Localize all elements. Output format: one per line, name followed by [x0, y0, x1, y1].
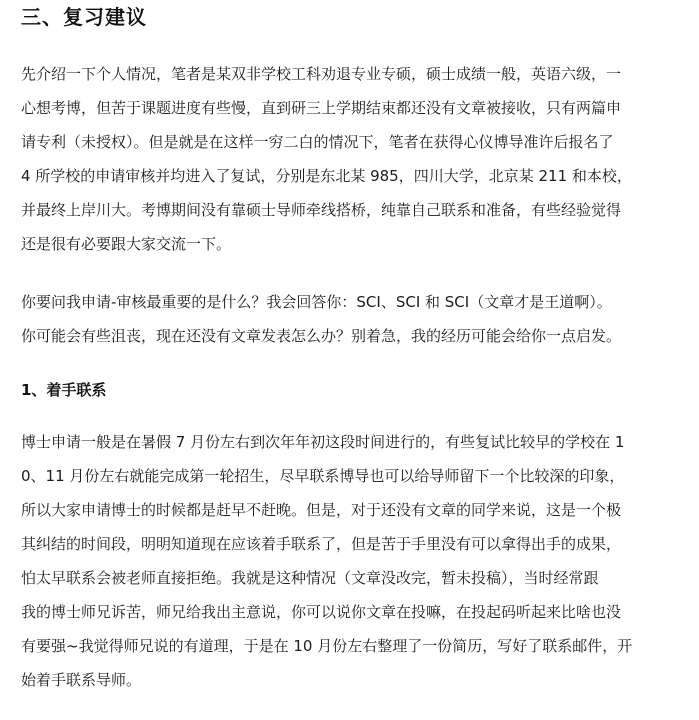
paragraph-line: 我的博士师兄诉苦，师兄给我出主意说，你可以说你文章在投嘛，在投起码听起来比啥也没	[21, 603, 622, 621]
paragraph-line: 心想考博，但苦于课题进度有些慢，直到研三上学期结束都还没有文章被接收，只有两篇申	[21, 99, 622, 117]
paragraph-line: 有要强~我觉得师兄说的有道理，于是在 10 月份左右整理了一份简历，写好了联系邮件，开	[21, 637, 633, 655]
paragraph-line: 还是很有必要跟大家交流一下。	[21, 235, 232, 253]
paragraph-line: 博士申请一般是在暑假 7 月份左右到次年年初这段时间进行的，有些复试比较早的学校在 1	[21, 433, 625, 451]
paragraph-line: 所以大家申请博士的时候都是赶早不赶晚。但是，对于还没有文章的同学来说，这是一个极	[21, 501, 622, 519]
paragraph-line: 始着手联系导师。	[21, 671, 142, 689]
intro-paragraph	[21, 57, 632, 261]
paragraph-line: 你可能会有些沮丧，现在还没有文章发表怎么办？别着急，我的经历可能会给你一点启发。	[21, 327, 622, 345]
paragraph-line: 0、11 月份左右就能完成第一轮招生，尽早联系博导也可以给导师留下一个比较深的印象，	[21, 467, 625, 485]
subsection-heading: 1、着手联系	[21, 381, 107, 399]
paragraph-line: 你要问我申请-审核最重要的是什么？我会回答你：SCI、SCI 和 SCI（文章才是王道啊）。	[21, 293, 612, 311]
paragraph-line: 并最终上岸川大。考博期间没有靠硕士导师牵线搭桥，纯靠自己联系和准备，有些经验觉得	[21, 201, 622, 219]
paragraph-line: 4 所学校的申请审核并均进入了复试，分别是东北某 985，四川大学，北京某 211 和本校，	[21, 167, 632, 185]
paragraph-line: 怕太早联系会被老师直接拒绝。我就是这种情况（文章没改完，暂未投稿），当时经常跟	[21, 569, 599, 587]
paragraph-line: 其纠结的时间段，明明知道现在应该着手联系了，但是苦于手里没有可以拿得出手的成果，	[21, 535, 622, 553]
section-title: 三、复习建议	[21, 5, 147, 29]
paragraph-line: 请专利（未授权）。但是就是在这样一穷二白的情况下，笔者在获得心仪博导准许后报名了	[21, 133, 614, 151]
paragraph-line: 先介绍一下个人情况，笔者是某双非学校工科劝退专业专硕，硕士成绩一般，英语六级，一	[21, 65, 622, 83]
contact-paragraph	[21, 425, 632, 697]
key-point-paragraph	[21, 285, 621, 353]
